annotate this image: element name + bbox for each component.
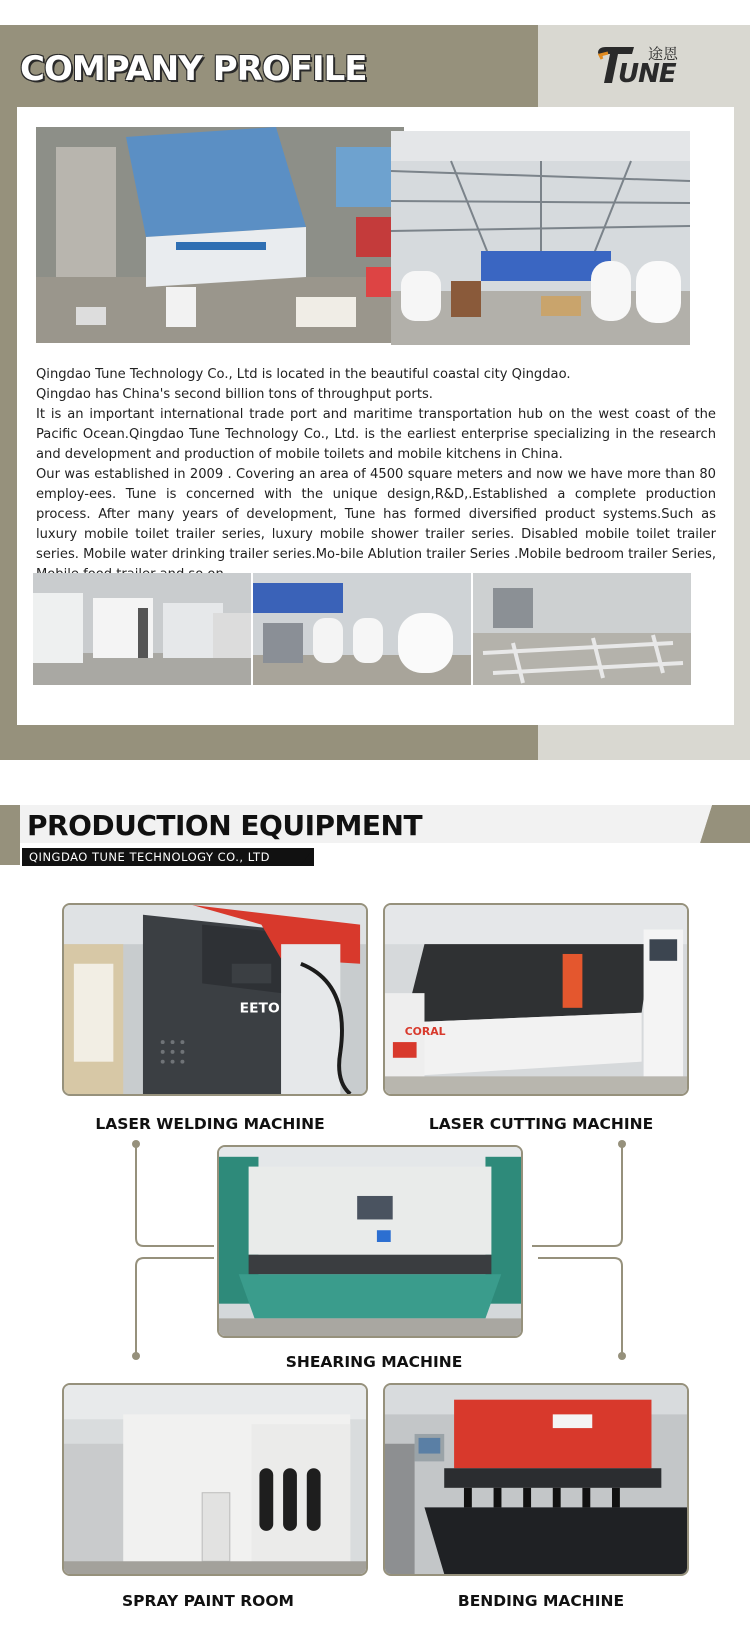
subtitle-tab-edge — [300, 848, 314, 866]
description-paragraph: Qingdao Tune Technology Co., Ltd is located in the beautiful coastal city Qingdao. — [36, 367, 571, 382]
machine-label: SPRAY PAINT ROOM — [122, 1592, 294, 1610]
shearing-machine-photo — [217, 1145, 523, 1338]
header-right-accent — [700, 805, 750, 843]
svg-text:CORAL: CORAL — [404, 1025, 446, 1039]
laser-welding-machine-photo — [62, 903, 368, 1096]
factory-aerial-photo — [36, 127, 404, 343]
production-equipment-title: PRODUCTION EQUIPMENT — [27, 809, 423, 842]
company-logo — [596, 43, 696, 99]
bending-machine-photo — [383, 1383, 689, 1576]
company-subtitle: QINGDAO TUNE TECHNOLOGY CO., LTD — [22, 848, 314, 866]
workshop-photo-2 — [253, 573, 471, 685]
svg-text:EETO: EETO — [239, 1000, 280, 1017]
company-profile-title: COMPANY PROFILE — [20, 49, 367, 89]
machine-label: BENDING MACHINE — [457, 1592, 625, 1610]
workshop-photo-3 — [473, 573, 691, 685]
laser-cutting-machine-photo — [383, 903, 689, 1096]
logo-chinese-text: 途恩 — [648, 45, 679, 63]
description-paragraph: Our was established in 2009 . Covering an area of 4500 square meters and now we have more than 80 employ-ees. Tune is concerned with the unique design,R&D,.Established a complete production process. After many years of development, Tune has formed diversified product systems.Such as luxury mobile toilet trailer series, luxury mobile shower trailer series. Disabled mobile toilet trailer series. Mobile water drinking trailer series.Mo-bile Ablution trailer Series .Mobile bedroom trailer Series, — [36, 467, 716, 562]
company-profile-section — [0, 25, 750, 760]
factory-interior-photo — [391, 131, 690, 345]
header-accent-bar — [0, 805, 20, 865]
machine-label: SHEARING MACHINE — [285, 1353, 463, 1371]
spray-paint-room-photo — [62, 1383, 368, 1576]
workshop-photo-1 — [33, 573, 251, 685]
description-paragraph: Qingdao has China's second billion tons of throughput ports. — [36, 387, 433, 402]
machine-label: LASER WELDING MACHINE — [95, 1115, 325, 1133]
description-paragraph: It is an important international trade port and maritime transportation hub on the west coast of the Pacific Ocean.Qingdao Tune Technology Co., Ltd. is the earliest enterprise specializing in the research and development and production of mobile toilets and mobile kitchens in China. — [36, 407, 716, 462]
logo-word: UNE — [618, 59, 676, 89]
machine-label: LASER CUTTING MACHINE — [428, 1115, 654, 1133]
profile-card — [17, 107, 734, 725]
production-equipment-header — [0, 805, 750, 871]
company-description — [36, 365, 716, 585]
